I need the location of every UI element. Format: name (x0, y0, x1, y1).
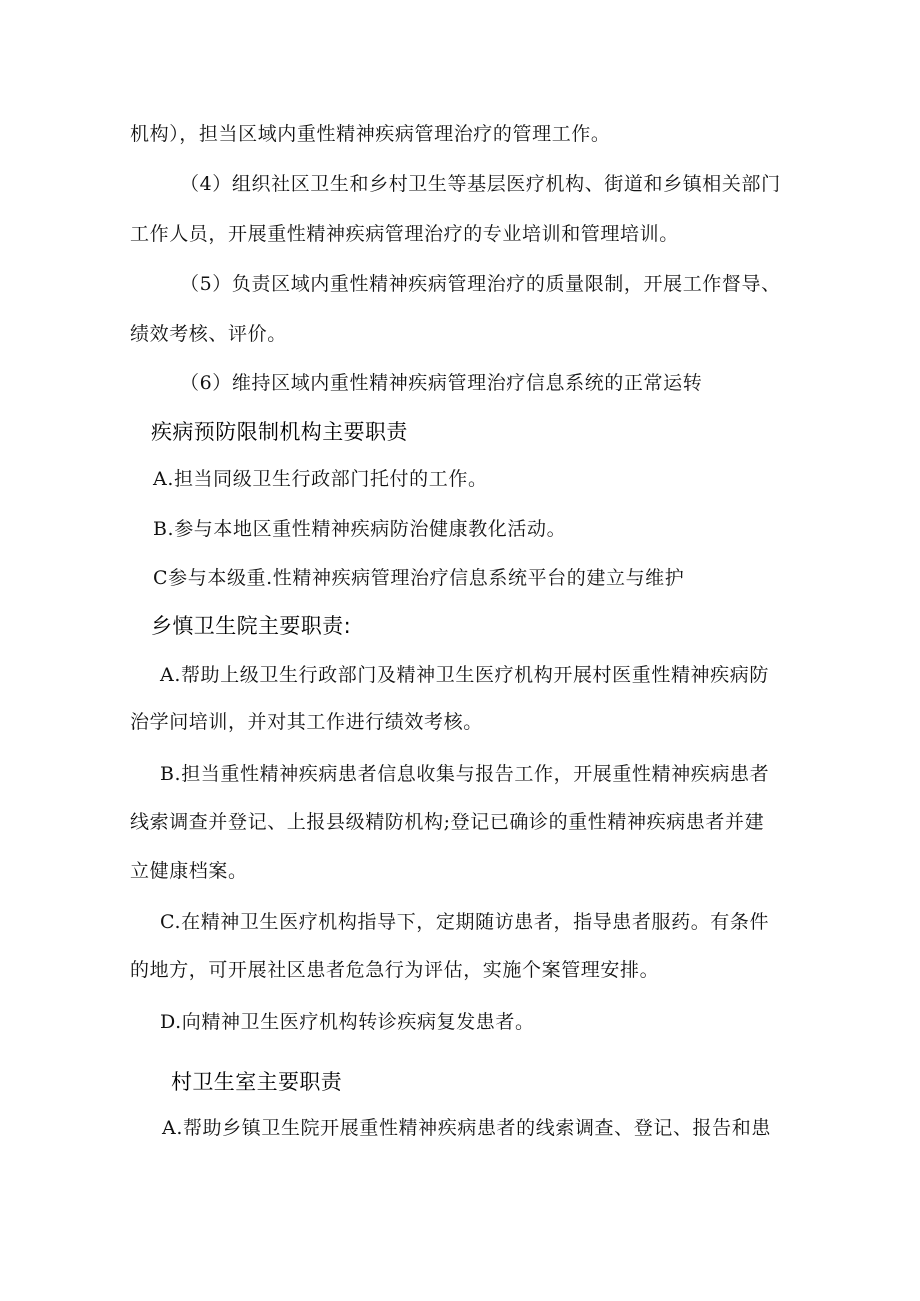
numbered-item-6: （6）维持区域内重性精神疾病管理治疗信息系统的正常运转 (180, 372, 703, 394)
list-item: C.在精神卫生医疗机构指导下，定期随访患者，指导患者服药。有条件 (160, 911, 770, 933)
list-item: B.参与本地区重性精神疾病防治健康教化活动。 (153, 518, 567, 540)
section-heading-village: 村卫生室主要职责 (171, 1070, 343, 1094)
list-item-continuation: 立健康档案。 (130, 860, 248, 882)
list-item: A.帮助乡镇卫生院开展重性精神疾病患者的线索调查、登记、报告和患 (162, 1117, 771, 1139)
list-item: D.向精神卫生医疗机构转诊疾病复发患者。 (160, 1011, 535, 1033)
paragraph-line: 机构），担当区域内重性精神疾病管理治疗的管理工作。 (130, 123, 611, 145)
numbered-item-5: （5）负责区域内重性精神疾病管理治疗的质量限制，开展工作督导、 (180, 273, 781, 295)
list-item-continuation: 的地方，可开展社区患者危急行为评估，实施个案管理安排。 (130, 959, 660, 981)
list-item: A.担当同级卫生行政部门托付的工作。 (153, 468, 488, 490)
paragraph-line: 工作人员，开展重性精神疾病管理治疗的专业培训和管理培训。 (130, 223, 679, 245)
list-item: C参与本级重.性精神疾病管理治疗信息系统平台的建立与维护 (153, 567, 685, 589)
paragraph-line: 绩效考核、评价。 (130, 323, 287, 345)
list-item-continuation: 线索调查并登记、上报县级精防机构;登记已确诊的重性精神疾病患者并建 (130, 811, 765, 833)
numbered-item-4: （4）组织社区卫生和乡村卫生等基层医疗机构、街道和乡镇相关部门 (180, 173, 781, 195)
list-item: B.担当重性精神疾病患者信息收集与报告工作，开展重性精神疾病患者 (160, 763, 770, 785)
section-heading-cdc: 疾病预防限制机构主要职责 (151, 420, 408, 444)
list-item: A.帮助上级卫生行政部门及精神卫生医疗机构开展村医重性精神疾病防 (160, 664, 769, 686)
section-heading-township: 乡慎卫生院主要职责: (151, 614, 352, 638)
list-item-continuation: 治学问培训，并对其工作进行绩效考核。 (130, 711, 483, 733)
